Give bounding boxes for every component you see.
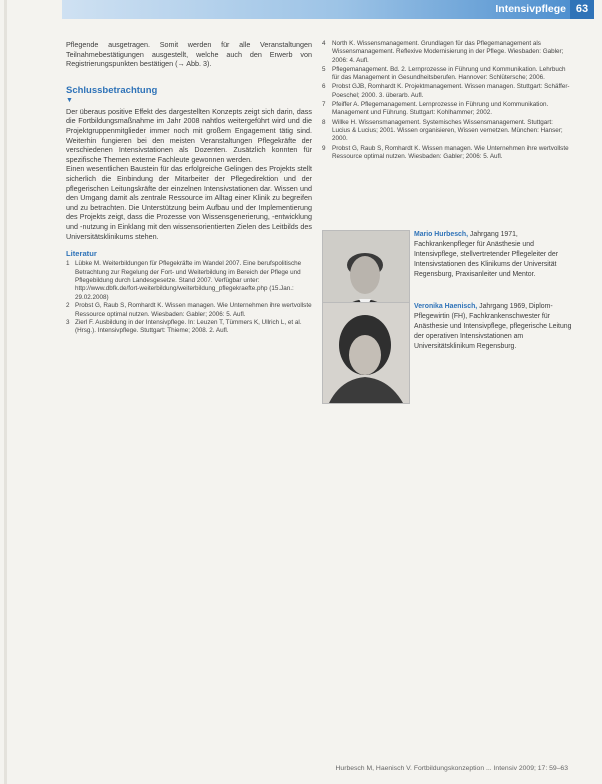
author-name: Mario Hurbesch, — [414, 231, 468, 238]
section-title: Intensivpflege — [495, 3, 566, 15]
right-column — [322, 40, 572, 162]
reference-text: Probst GJB, Romhardt K. Projektmanagement. Wissen managen. Stuttgart: Schäffer-Poeschel; 2000. 3. überarb. Aufl. — [332, 83, 570, 99]
reference-text: Willke H. Wissensmanagement. Systemisches Wissensmanagement. Stuttgart: Lucius & Lucius; 2001. Wissen organisieren, Wissen vernetzen. München: Hanser; 2000. — [332, 118, 563, 143]
reference-item — [322, 101, 572, 118]
reference-number: 5 — [322, 65, 326, 73]
intro-paragraph: Pflegende ausgetragen. Somit werden für alle Veranstaltungen Teilnahmebestätigungen ausgestellt, welche auch den Erwerb von Registrierungspunkten bestätigen (→ Abb. 3). — [66, 40, 312, 69]
reference-item — [66, 319, 312, 336]
section-heading: Schlussbetrachtung — [66, 84, 158, 96]
author-description: Jahrgang 1969, Diplom-Pflegewirtin (FH), Fachkrankenschwester für Anästhesie und Intensivpflege, pflegerische Leitung der operativen Intensivstationen am Universitätsklinikum Regensburg. — [414, 303, 572, 350]
author-description: Jahrgang 1971, Fachkrankenpfleger für Anästhesie und Intensivpflege, stellvertretender Pflegeleiter der Intensivstationen des Klinikums der Universität Regensburg, Praxisanleiter und Mentor. — [414, 231, 559, 278]
author-bio — [414, 302, 572, 352]
author-name: Veronika Haenisch, — [414, 303, 478, 310]
reference-number: 6 — [322, 83, 326, 91]
reference-item — [66, 302, 312, 319]
reference-number: 7 — [322, 101, 326, 109]
reference-text: Probst G, Raub S, Romhardt K. Wissen managen. Wie Unternehmen ihre wertvollste Ressource optimal nutzen. Wiesbaden: Gabler; 2006: 5. Aufl. — [332, 144, 569, 160]
reference-item — [322, 145, 572, 162]
left-column — [66, 40, 312, 336]
literature-heading: Literatur — [66, 249, 97, 259]
header-bar — [62, 0, 570, 19]
reference-number: 9 — [322, 144, 326, 152]
page-number: 63 — [570, 0, 594, 19]
author-bio — [414, 230, 572, 280]
reference-number: 3 — [66, 318, 70, 326]
reference-text: Lübke M. Weiterbildungen für Pflegekräfte im Wandel 2007. Eine berufspolitische Betrachtung zur Regelung der Fort- und Weiterbildung im Bereich der Pflege und Pflegebildung durch Landesgesetze. Stand 2007. Verfügbar unter: http://www.dbfk.de/fort-weiterbildung/weiterbildung_pflegekraefte.php (15.Jan.: 29.02.2008) — [75, 260, 302, 301]
reference-item — [322, 119, 572, 144]
conclusion-paragraph-1: Der überaus positive Effekt des dargestellten Konzepts zeigt sich darin, dass die Fortbildungsmaßnahme im Jahr 2008 nahtlos weitergeführt wird und die Projektgruppenmitglieder immer noch mit großem Engagement tätig sind. Weiterhin fungieren bei den meisten Veranstaltungen Pflegekräfte der verschiedenen Intensivstationen als Dozenten. Zusätzlich konnten für spezifische Themen externe Fachleute gewonnen werden. — [66, 106, 312, 164]
reference-item — [322, 40, 572, 65]
author-photo — [322, 302, 410, 404]
reference-number: 2 — [66, 302, 70, 310]
reference-item — [322, 66, 572, 83]
portrait-image — [323, 303, 409, 403]
reference-text: North K. Wissensmanagement. Grundlagen für das Pflegemanagement als Wissensmanagement. Reflexive Modernisierung in der Pflege. Wiesbaden: Gabler; 2006: 4. Aufl. — [332, 40, 564, 64]
reference-item — [322, 83, 572, 100]
reference-number: 4 — [322, 40, 326, 47]
page-edge — [4, 0, 7, 784]
citation-footer: Hurbesch M, Haenisch V. Fortbildungskonzeption ... Intensiv 2009; 17: 59–63 — [335, 765, 568, 772]
conclusion-paragraph-2: Einen wesentlichen Baustein für das erfolgreiche Gelingen des Projekts stellt sicherlich die Einbindung der Mitarbeiter der Pflegedirektion und der pflegerischen Leitungskräfte der einzelnen Intensivstationen dar. Wissen und den Umgang damit als zentrale Ressource im Alltag einer Klinik zu begreifen und zu betrachten. Die Unterstützung beim Aufbau und der Implementierung des Projekts zeigt, dass die Prozesse von Wissensgenerierung, -entwicklung und -nutzung in Einklang mit den wissensorientierten Zielen des Leitbilds des Universitätsklinikums stehen. — [66, 164, 312, 241]
reference-item — [66, 260, 312, 302]
arrow-down-icon: ▼ — [66, 96, 73, 104]
reference-text: Pflegemanagement. Bd. 2. Lernprozesse in Führung und Kommunikation. Lehrbuch für das Management in Gesundheitsberufen. Hannover: Schlütersche; 2006. — [332, 65, 566, 82]
reference-text: Zierl F. Ausbildung in der Intensivpflege. In: Leuzen T, Tümmers K, Ullrich L, et al. (Hrsg.). Intensivpflege. Stuttgart: Thieme; 2008. 2. Aufl. — [75, 318, 302, 335]
reference-list — [66, 260, 312, 336]
reference-number: 8 — [322, 118, 326, 126]
reference-number: 1 — [66, 260, 70, 268]
reference-text: Pfeiffer A. Pflegemanagement. Lernprozesse in Führung und Kommunikation. Management und Führung. Stuttgart: Kohlhammer; 2002. — [332, 101, 549, 117]
reference-text: Probst G, Raub S, Romhardt K. Wissen managen. Wie Unternehmen ihre wertvollste Ressource optimal nutzen. Wiesbaden: Gabler; 2006: 5. Aufl. — [75, 302, 312, 318]
